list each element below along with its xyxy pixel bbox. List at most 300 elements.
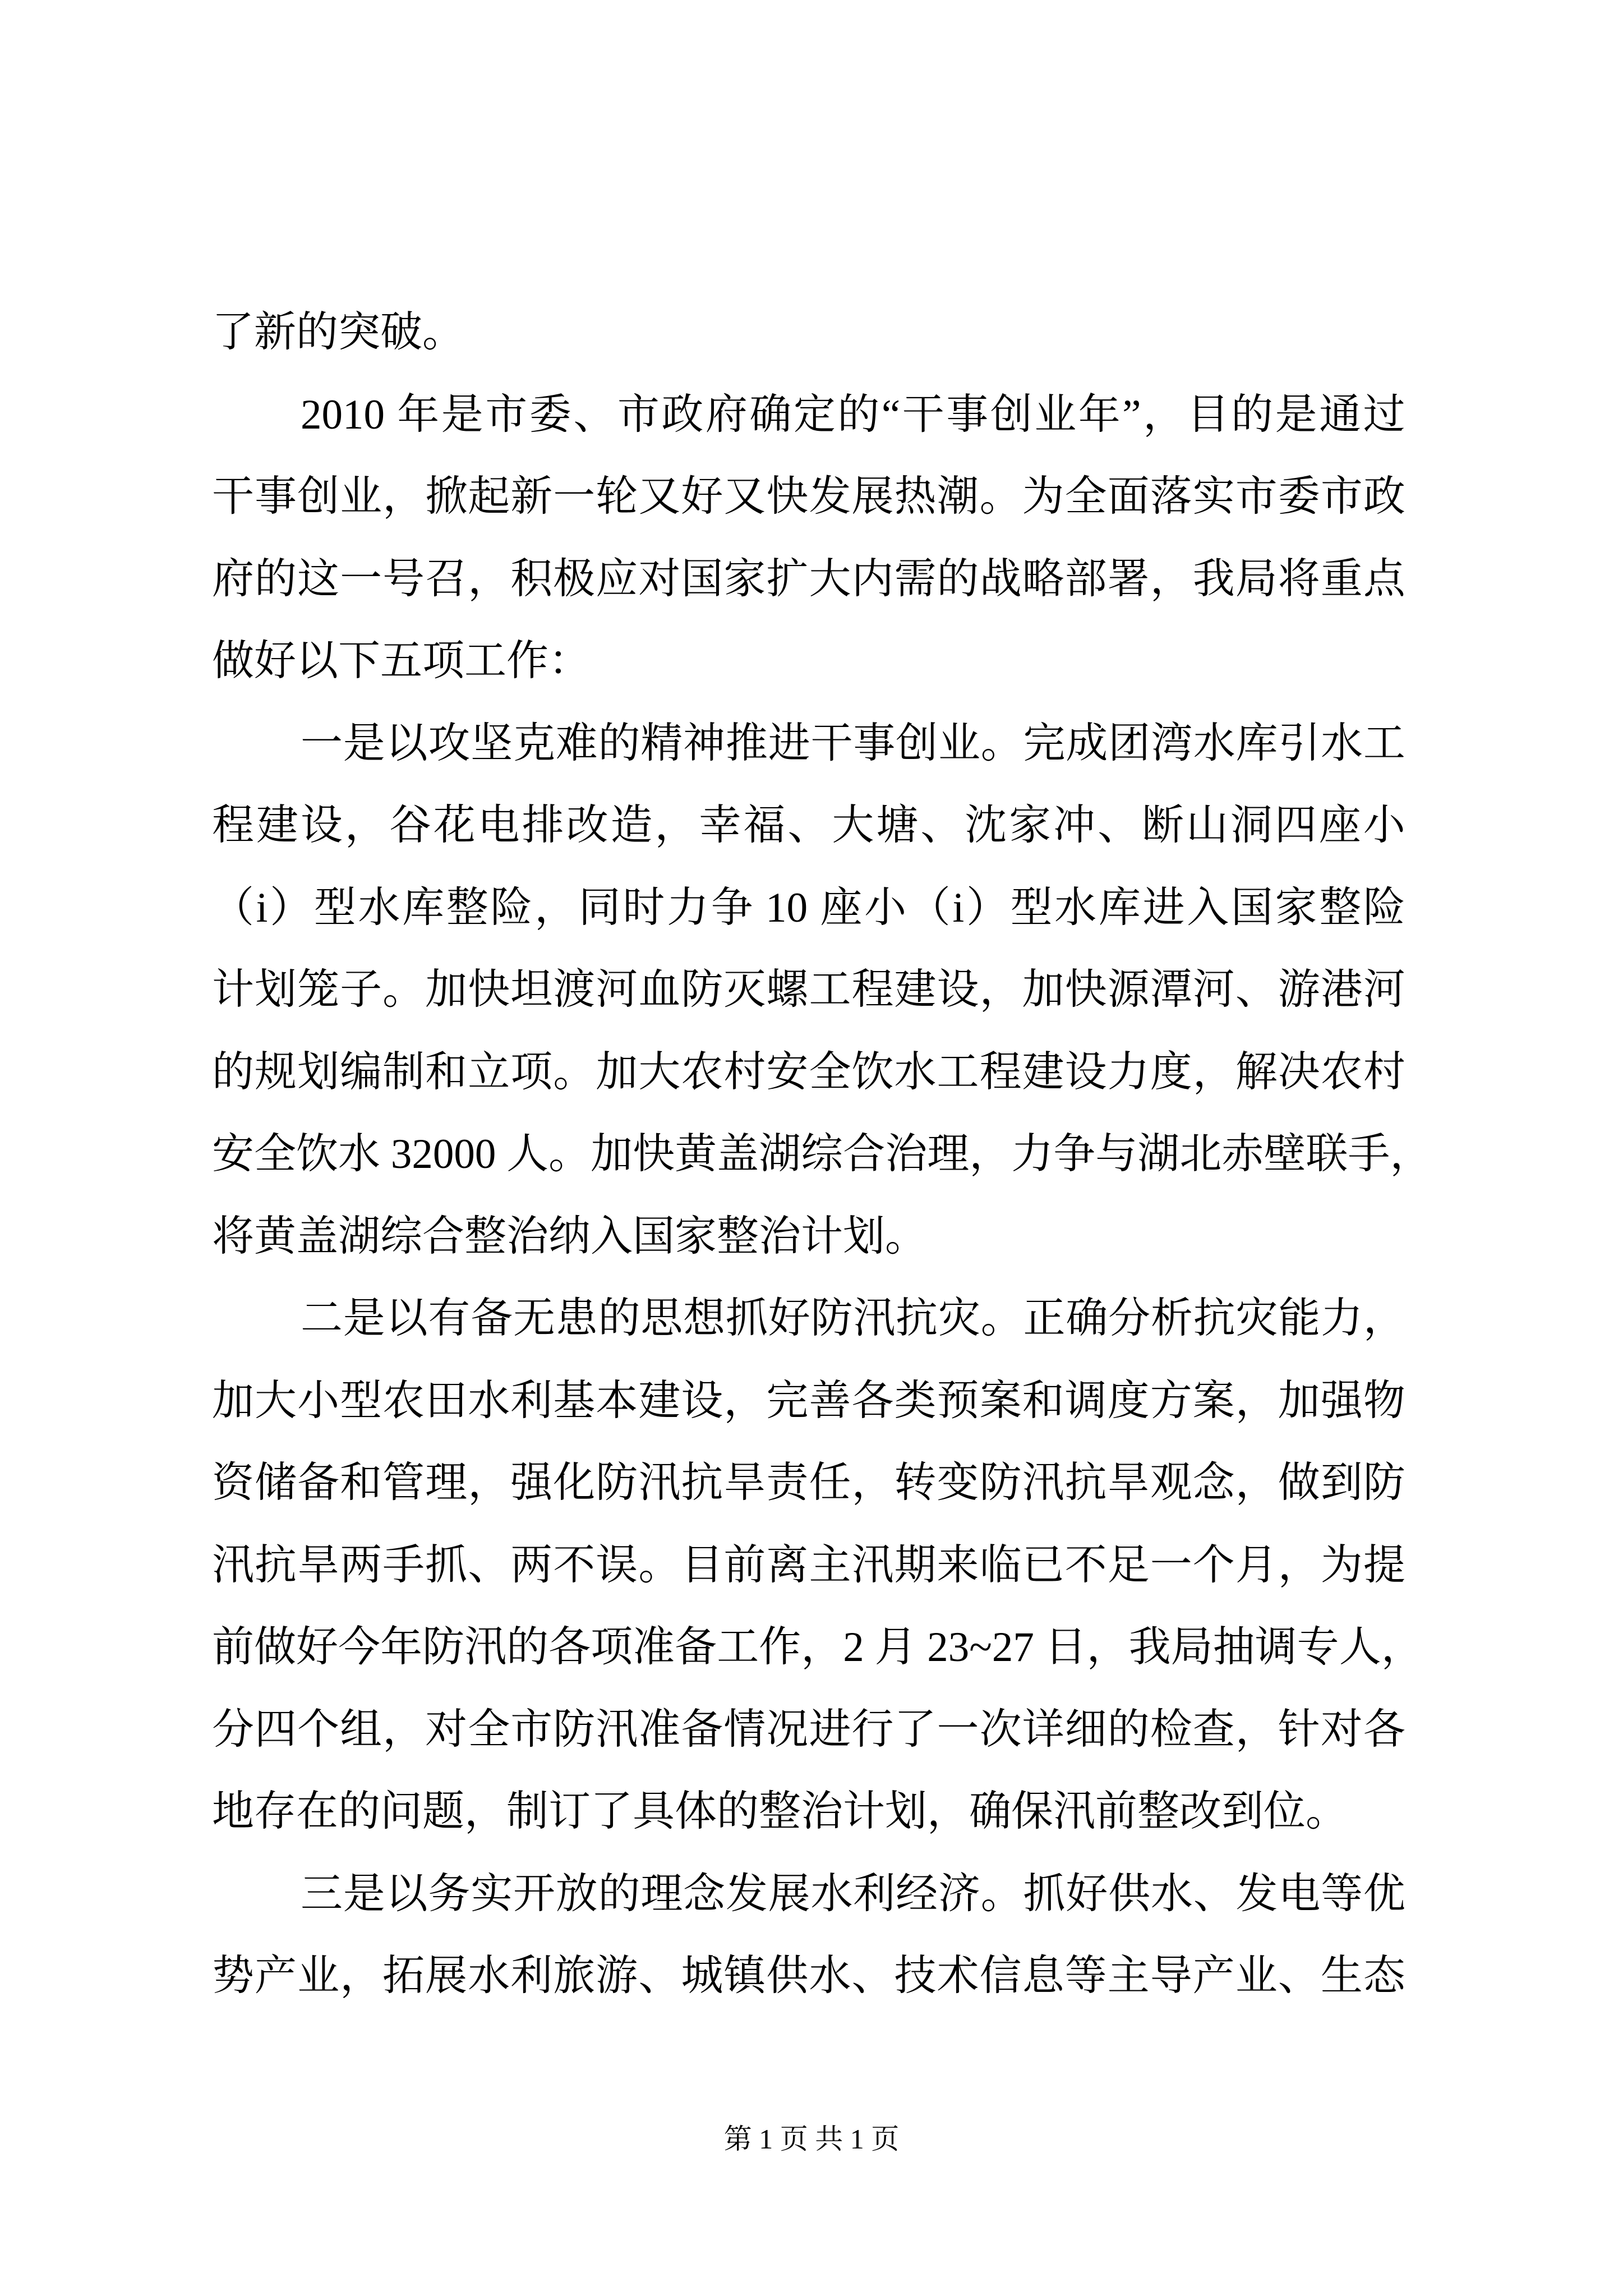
glyph: 水 [1193, 720, 1235, 767]
glyph: 定 [793, 391, 836, 438]
glyph: 念 [1192, 1460, 1235, 1506]
glyph: 型 [340, 1377, 382, 1424]
glyph: 壁 [1264, 1131, 1306, 1177]
glyph: 快 [468, 967, 510, 1013]
glyph: 规 [255, 1048, 297, 1096]
glyph: 全 [468, 1706, 510, 1753]
glyph: ， [723, 1377, 766, 1424]
glyph: 、 [468, 1542, 510, 1589]
glyph: 汛 [851, 1542, 894, 1589]
glyph: 程 [212, 802, 255, 849]
glyph: 谷 [389, 802, 431, 849]
glyph: 备 [681, 1706, 723, 1753]
glyph: 渡 [553, 967, 596, 1013]
glyph: 难 [555, 720, 598, 767]
glyph: 划 [255, 967, 297, 1013]
glyph: 组 [340, 1706, 382, 1753]
glyph: 子 [340, 967, 382, 1013]
glyph: 度 [1107, 1377, 1150, 1424]
glyph: 。 [382, 967, 425, 1013]
glyph: 克 [513, 720, 555, 767]
glyph: 略 [1022, 555, 1064, 602]
glyph: 分 [212, 1706, 255, 1753]
glyph: 快 [766, 473, 809, 520]
glyph: 业 [1235, 1953, 1278, 1999]
glyph: 、 [920, 802, 963, 849]
text-line [212, 867, 1405, 950]
glyph: 家 [723, 555, 766, 602]
glyph: 发 [725, 1870, 768, 1917]
glyph: 的 [598, 1870, 640, 1917]
glyph: 署 [1107, 555, 1150, 602]
glyph: 、 [573, 391, 616, 438]
glyph: 设 [937, 967, 979, 1013]
glyph: 积 [510, 555, 553, 602]
glyph: 加 [1022, 967, 1064, 1013]
glyph: 座 [820, 884, 863, 931]
glyph: ， [1143, 391, 1186, 438]
glyph: 误 [596, 1542, 638, 1589]
glyph: 电 [477, 802, 520, 849]
glyph: 今 [338, 1624, 381, 1671]
glyph: 干 [212, 473, 255, 520]
glyph: 饮 [851, 1048, 894, 1096]
glyph: 年 [1078, 391, 1121, 438]
glyph: 造 [610, 802, 653, 849]
glyph: 国 [681, 555, 723, 602]
glyph: 调 [1255, 1624, 1297, 1671]
glyph: 血 [638, 967, 681, 1013]
glyph: 事 [946, 391, 989, 438]
glyph: 转 [894, 1460, 937, 1506]
glyph: 小 [297, 1377, 340, 1424]
glyph: 来 [937, 1542, 979, 1589]
glyph: 扩 [766, 555, 809, 602]
page-footer [0, 2111, 1623, 2167]
glyph: 潮 [937, 473, 979, 520]
glyph: 人 [1339, 1624, 1381, 1671]
text-line [212, 539, 1405, 621]
glyph: 快 [1064, 967, 1107, 1013]
glyph: 灾 [1235, 1295, 1278, 1342]
glyph: 快 [633, 1131, 675, 1177]
glyph: 业 [938, 720, 980, 767]
glyph: 等 [1064, 1953, 1107, 1999]
glyph: 产 [1192, 1953, 1235, 1999]
glyph: 思 [640, 1295, 683, 1342]
glyph: 水 [809, 1953, 851, 1999]
glyph: 划 [297, 1048, 340, 1096]
glyph: 以 [385, 1870, 428, 1917]
glyph: 。 [553, 1048, 596, 1096]
glyph: 资 [212, 1460, 255, 1506]
glyph: 是 [441, 391, 483, 438]
glyph: i [256, 884, 268, 931]
glyph: 引 [1278, 720, 1321, 767]
glyph: 离 [766, 1542, 809, 1589]
glyph: 管 [382, 1460, 425, 1506]
glyph: 落 [1150, 473, 1192, 520]
glyph: 同 [578, 884, 621, 931]
glyph: ， [1150, 555, 1192, 602]
glyph: 防 [422, 1624, 465, 1671]
glyph: 抗 [896, 1295, 938, 1342]
glyph: 安 [212, 1131, 255, 1177]
glyph: 不 [1064, 1542, 1107, 1589]
glyph: 起 [468, 473, 510, 520]
glyph: 河 [596, 967, 638, 1013]
glyph: 田 [425, 1377, 468, 1424]
glyph: 好 [296, 1624, 339, 1671]
glyph: ， [344, 802, 387, 849]
glyph: 程 [979, 1048, 1022, 1096]
glyph: 力 [1011, 1131, 1054, 1177]
glyph: 精 [640, 720, 683, 767]
glyph: 湾 [1150, 720, 1193, 767]
glyph: 目 [681, 1542, 723, 1589]
glyph: 个 [1192, 1542, 1235, 1589]
glyph: 大 [832, 802, 874, 849]
glyph: 储 [255, 1460, 297, 1506]
text-line [212, 703, 1405, 785]
glyph: 山 [1186, 802, 1228, 849]
text-line [212, 949, 1405, 1032]
glyph: 攻 [428, 720, 471, 767]
glyph: 旱 [1107, 1460, 1150, 1506]
glyph: 技 [894, 1953, 937, 1999]
glyph: 基 [553, 1377, 596, 1424]
glyph: 正 [1023, 1295, 1066, 1342]
glyph: 一 [301, 720, 343, 767]
glyph: 情 [723, 1706, 766, 1753]
glyph: ， [1363, 1295, 1405, 1342]
glyph: 日 [1044, 1624, 1087, 1671]
glyph: 干 [902, 391, 944, 438]
glyph: 。 [548, 1131, 591, 1177]
text-line [212, 1032, 1405, 1114]
glyph: 通 [1319, 391, 1362, 438]
glyph: 幸 [699, 802, 741, 849]
glyph: 的 [598, 1295, 640, 1342]
glyph: 一 [553, 473, 596, 520]
glyph: 两 [510, 1542, 553, 1589]
glyph: 河 [1363, 967, 1405, 1013]
glyph: 各 [851, 1377, 894, 1424]
glyph: 我 [1192, 555, 1235, 602]
glyph: ， [851, 1460, 894, 1506]
glyph: 手 [1348, 1131, 1390, 1177]
glyph: 坦 [510, 967, 553, 1013]
glyph: 前 [723, 1542, 766, 1589]
glyph: 进 [768, 720, 810, 767]
glyph: 盖 [717, 1131, 759, 1177]
glyph: 沈 [965, 802, 1007, 849]
glyph: 立 [468, 1048, 510, 1096]
glyph: 物 [1363, 1377, 1405, 1424]
text-line: 地存在的问题，制订了具体的整治计划，确保汛前整改到位。 [212, 1788, 1348, 1835]
glyph: 以 [385, 1295, 428, 1342]
glyph: 饮 [296, 1131, 339, 1177]
glyph: ） [966, 884, 1008, 931]
glyph: 府 [212, 555, 255, 602]
glyph: 备 [675, 1624, 717, 1671]
text-line [212, 1525, 1405, 1607]
glyph: 供 [1108, 1870, 1151, 1917]
glyph: 新 [510, 473, 553, 520]
glyph: 的 [1231, 391, 1274, 438]
glyph: 详 [1022, 1706, 1064, 1753]
glyph: 个 [297, 1706, 340, 1753]
glyph: 各 [1363, 1706, 1405, 1753]
glyph: 决 [1278, 1048, 1320, 1096]
glyph: 化 [553, 1460, 596, 1506]
glyph: 的 [1107, 1706, 1150, 1753]
glyph: 部 [1064, 555, 1107, 602]
glyph: 。 [638, 1542, 681, 1589]
glyph: 确 [749, 391, 792, 438]
glyph: ， [1278, 1542, 1320, 1589]
glyph: 方 [1150, 1377, 1192, 1424]
glyph: 汛 [1022, 1460, 1064, 1506]
glyph: 我 [1128, 1624, 1171, 1671]
glyph: 这 [297, 555, 340, 602]
glyph: ， [969, 1131, 1012, 1177]
glyph: 三 [301, 1870, 343, 1917]
glyph: 四 [1274, 802, 1317, 849]
glyph: 程 [851, 967, 894, 1013]
glyph: 预 [937, 1377, 979, 1424]
glyph: 湖 [759, 1131, 801, 1177]
glyph: 市 [617, 391, 660, 438]
text-line [212, 1935, 1405, 2018]
glyph: 府 [705, 391, 748, 438]
glyph: 年 [397, 391, 440, 438]
glyph: 是 [343, 720, 385, 767]
glyph: 合 [843, 1131, 886, 1177]
glyph: 术 [937, 1953, 979, 1999]
glyph: 坚 [471, 720, 513, 767]
glyph: 变 [937, 1460, 979, 1506]
glyph: 到 [1320, 1460, 1363, 1506]
glyph: 确 [1066, 1295, 1108, 1342]
glyph: 塘 [876, 802, 919, 849]
glyph: 入 [1187, 884, 1229, 931]
glyph: 政 [661, 391, 704, 438]
glyph: 争 [711, 884, 753, 931]
glyph: 。 [980, 720, 1023, 767]
text-line: 了新的突破。 [212, 309, 465, 356]
glyph: 团 [1108, 720, 1151, 767]
glyph: 实 [1192, 473, 1235, 520]
glyph: 以 [385, 720, 428, 767]
glyph: 城 [681, 1953, 723, 1999]
glyph: 旱 [723, 1460, 766, 1506]
glyph: 需 [894, 555, 937, 602]
glyph: 、 [1098, 802, 1140, 849]
glyph: 2 [843, 1624, 875, 1671]
glyph: 汛 [212, 1542, 255, 1589]
document-body [212, 292, 1432, 2018]
glyph: 项 [591, 1624, 633, 1671]
glyph: 设 [1064, 1048, 1107, 1096]
glyph: 和 [1022, 1377, 1064, 1424]
glyph: 完 [1023, 720, 1066, 767]
glyph: 分 [1108, 1295, 1151, 1342]
glyph: 争 [1053, 1131, 1096, 1177]
glyph: 发 [1235, 1870, 1278, 1917]
glyph: 项 [510, 1048, 553, 1096]
glyph: 是 [343, 1295, 385, 1342]
glyph: 案 [1192, 1377, 1235, 1424]
glyph: 工 [717, 1624, 759, 1671]
glyph: 政 [1363, 473, 1405, 520]
glyph: 设 [681, 1377, 723, 1424]
glyph: ， [382, 473, 425, 520]
glyph: ， [1235, 1706, 1278, 1753]
glyph: 时 [623, 884, 665, 931]
glyph: 市 [1235, 473, 1278, 520]
glyph: 战 [979, 555, 1022, 602]
glyph: 市 [485, 391, 528, 438]
glyph: ， [1192, 1048, 1235, 1096]
glyph: 态 [1363, 1953, 1405, 1999]
glyph: 小 [864, 884, 907, 931]
glyph: 水 [894, 1048, 937, 1096]
glyph: 库 [402, 884, 445, 931]
glyph: 强 [510, 1460, 553, 1506]
glyph: 事 [255, 473, 297, 520]
glyph: 冲 [1053, 802, 1096, 849]
glyph: 完 [766, 1377, 809, 1424]
glyph: 四 [255, 1706, 297, 1753]
glyph: 的 [598, 720, 640, 767]
glyph: 全 [254, 1131, 297, 1177]
glyph: ， [1235, 1460, 1278, 1506]
glyph: 32000 [380, 1131, 507, 1177]
glyph: 二 [301, 1295, 343, 1342]
glyph: 大 [809, 555, 851, 602]
glyph: 旅 [553, 1953, 596, 1999]
text-line: 将黄盖湖综合整治纳入国家整治计划。 [212, 1213, 928, 1260]
glyph: 、 [638, 1953, 681, 1999]
glyph: 发 [809, 473, 851, 520]
glyph: 的 [937, 555, 979, 602]
glyph: 型 [1010, 884, 1053, 931]
glyph: 水 [468, 1377, 510, 1424]
glyph: 灭 [723, 967, 766, 1013]
glyph: 生 [1320, 1953, 1363, 1999]
glyph: 10 [755, 884, 818, 931]
glyph: 实 [471, 1870, 513, 1917]
glyph: 综 [801, 1131, 843, 1177]
glyph: 干 [810, 720, 853, 767]
glyph: 抓 [425, 1542, 468, 1589]
glyph: 临 [979, 1542, 1022, 1589]
glyph: 家 [1009, 802, 1052, 849]
glyph: 抓 [1023, 1870, 1066, 1917]
glyph: 全 [809, 1048, 851, 1096]
glyph: 月 [1235, 1542, 1278, 1589]
text-line [212, 1853, 1405, 1936]
glyph: 开 [513, 1870, 555, 1917]
glyph: 加 [1278, 1377, 1320, 1424]
glyph: 。 [980, 1870, 1023, 1917]
glyph: 农 [681, 1048, 723, 1096]
glyph: 展 [851, 473, 894, 520]
glyph: 汛 [596, 1706, 638, 1753]
glyph: 是 [343, 1870, 385, 1917]
glyph: 事 [853, 720, 896, 767]
glyph: 调 [1064, 1377, 1107, 1424]
glyph: 加 [591, 1131, 633, 1177]
glyph: ， [382, 1706, 425, 1753]
glyph: 库 [1098, 884, 1141, 931]
glyph: 农 [382, 1377, 425, 1424]
glyph: 极 [553, 555, 596, 602]
glyph: 解 [1235, 1048, 1278, 1096]
glyph: 、 [1278, 1953, 1320, 1999]
glyph: 工 [809, 967, 851, 1013]
glyph: 村 [1363, 1048, 1405, 1096]
glyph: 人 [506, 1131, 549, 1177]
glyph: 灾 [938, 1295, 980, 1342]
glyph: 水 [1150, 1870, 1193, 1917]
text-line [212, 1360, 1405, 1443]
glyph: ， [979, 967, 1022, 1013]
glyph: 提 [1363, 1542, 1405, 1589]
glyph: 。 [979, 473, 1022, 520]
glyph: 。 [980, 1295, 1023, 1342]
glyph: 又 [638, 473, 681, 520]
glyph: 号 [382, 555, 425, 602]
glyph: 息 [1022, 1953, 1064, 1999]
glyph: 防 [810, 1295, 853, 1342]
glyph: 利 [510, 1953, 553, 1999]
glyph: 一 [1150, 1542, 1192, 1589]
glyph: “ [881, 391, 901, 438]
glyph: 神 [683, 720, 726, 767]
glyph: 抗 [255, 1542, 297, 1589]
glyph: 面 [1107, 473, 1150, 520]
glyph: 类 [894, 1377, 937, 1424]
glyph: 力 [1321, 1295, 1363, 1342]
glyph: 水 [1054, 884, 1097, 931]
glyph: 家 [1275, 884, 1317, 931]
glyph: 、 [1235, 967, 1278, 1013]
glyph: 村 [723, 1048, 766, 1096]
glyph: 备 [297, 1460, 340, 1506]
glyph: i [952, 884, 965, 931]
glyph: 水 [358, 884, 400, 931]
glyph: 放 [555, 1870, 598, 1917]
glyph: 拓 [382, 1953, 425, 1999]
glyph: 前 [212, 1624, 255, 1671]
text-line [212, 1278, 1405, 1360]
glyph: ， [801, 1624, 843, 1671]
glyph: 信 [979, 1953, 1022, 1999]
glyph: 创 [896, 720, 938, 767]
glyph: 库 [1235, 720, 1278, 767]
glyph: 业 [340, 473, 382, 520]
glyph: 创 [990, 391, 1032, 438]
glyph: 展 [768, 1870, 810, 1917]
glyph: ， [468, 555, 510, 602]
glyph: 针 [1278, 1706, 1320, 1753]
glyph: 好 [1066, 1870, 1108, 1917]
glyph: 优 [1363, 1870, 1405, 1917]
glyph: 两 [340, 1542, 382, 1589]
glyph: 大 [638, 1048, 681, 1096]
